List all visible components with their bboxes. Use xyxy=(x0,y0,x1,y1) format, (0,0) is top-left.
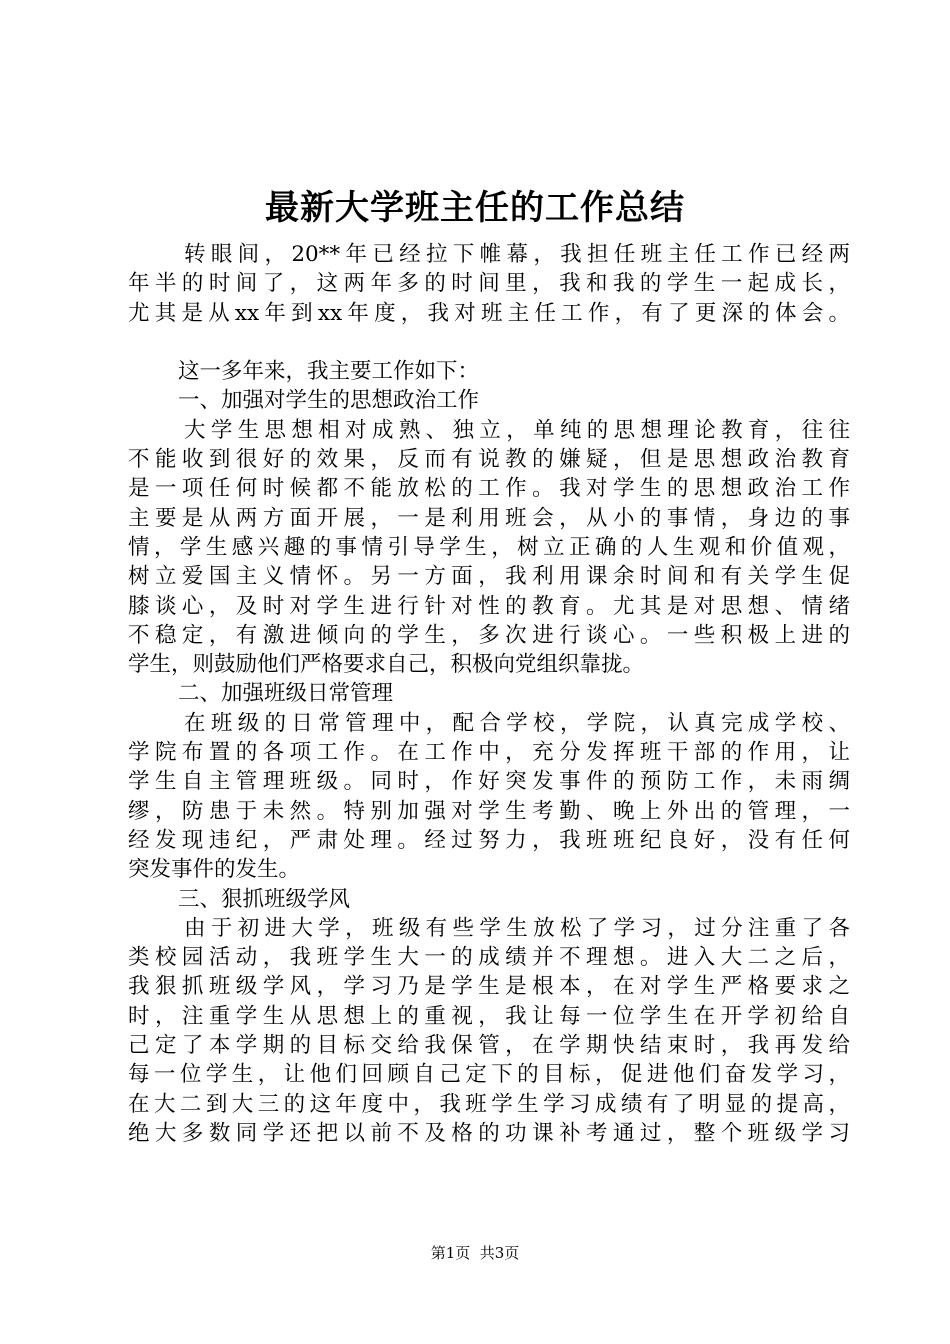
text-line: 每一位学生，让他们回顾自己定下的目标，促进他们奋发学习， xyxy=(128,1062,850,1088)
text-line: 这一多年来，我主要工作如下： xyxy=(178,359,480,385)
text-line: 学生，则鼓励他们严格要求自己，积极向党组织靠拢。 xyxy=(128,652,645,678)
text-line: 突发事件的发生。 xyxy=(128,857,301,883)
text-line: 是一项任何时候都不能放松的工作。我对学生的思想政治工作 xyxy=(128,476,850,502)
text-line: 不稳定，有激进倾向的学生，多次进行谈心。一些积极上进的 xyxy=(128,622,850,648)
text-line: 情，学生感兴趣的事情引导学生，树立正确的人生观和价值观， xyxy=(128,534,850,560)
text-line: 膝谈心，及时对学生进行针对性的教育。尤其是对思想、情绪 xyxy=(128,593,850,619)
page-number-footer: 第1页 共3页 xyxy=(430,1244,520,1262)
text-line: 在大二到大三的这年度中，我班学生学习成绩有了明显的提高， xyxy=(128,1091,850,1117)
text-line: 己定了本学期的目标交给我保管，在学期快结束时，我再发给 xyxy=(128,1033,850,1059)
text-line: 学院布置的各项工作。在工作中，充分发挥班干部的作用，让 xyxy=(128,740,850,766)
text-line: 我狠抓班级学风，学习乃是学生是根本，在对学生严格要求之 xyxy=(128,974,850,1000)
page-title: 最新大学班主任的工作总结 xyxy=(265,188,685,228)
text-line: 由于初进大学，班级有些学生放松了学习，过分注重了各 xyxy=(184,915,850,941)
text-line: 时，注重学生从思想上的重视，我让每一位学生在开学初给自 xyxy=(128,1003,850,1029)
document-body xyxy=(128,240,850,1148)
text-line: 转眼间，20**年已经拉下帷幕，我担任班主任工作已经两 xyxy=(184,242,850,267)
text-line: 大学生思想相对成熟、独立，单纯的思想理论教育，往往 xyxy=(184,417,850,443)
text-line: 经发现违纪，严肃处理。经过努力，我班班纪良好，没有任何 xyxy=(128,827,850,853)
text-line: 尤其是从xx年到xx年度，我对班主任工作，有了更深的体会。 xyxy=(128,300,850,326)
text-line: 缪，防患于未然。特别加强对学生考勤、晚上外出的管理，一 xyxy=(128,798,850,824)
paragraph-spacer xyxy=(128,328,850,357)
text-line: 学生自主管理班级。同时，作好突发事件的预防工作，未雨绸 xyxy=(128,769,850,795)
text-line: 不能收到很好的效果，反而有说教的嫌疑，但是思想政治教育 xyxy=(128,447,850,473)
section-heading: 一、加强对学生的思想政治工作 xyxy=(178,388,480,414)
text-line: 树立爱国主义情怀。另一方面，我利用课余时间和有关学生促 xyxy=(128,564,850,590)
section-heading: 三、狠抓班级学风 xyxy=(178,886,351,912)
text-line: 主要是从两方面开展，一是利用班会，从小的事情，身边的事 xyxy=(128,505,850,531)
section-heading: 二、加强班级日常管理 xyxy=(178,681,394,707)
text-line: 类校园活动，我班学生大一的成绩并不理想。进入大二之后， xyxy=(128,945,850,971)
text-line: 在班级的日常管理中，配合学校，学院，认真完成学校、 xyxy=(184,710,850,736)
text-line: 绝大多数同学还把以前不及格的功课补考通过，整个班级学习 xyxy=(128,1120,850,1146)
text-line: 年半的时间了，这两年多的时间里，我和我的学生一起成长， xyxy=(128,271,850,297)
